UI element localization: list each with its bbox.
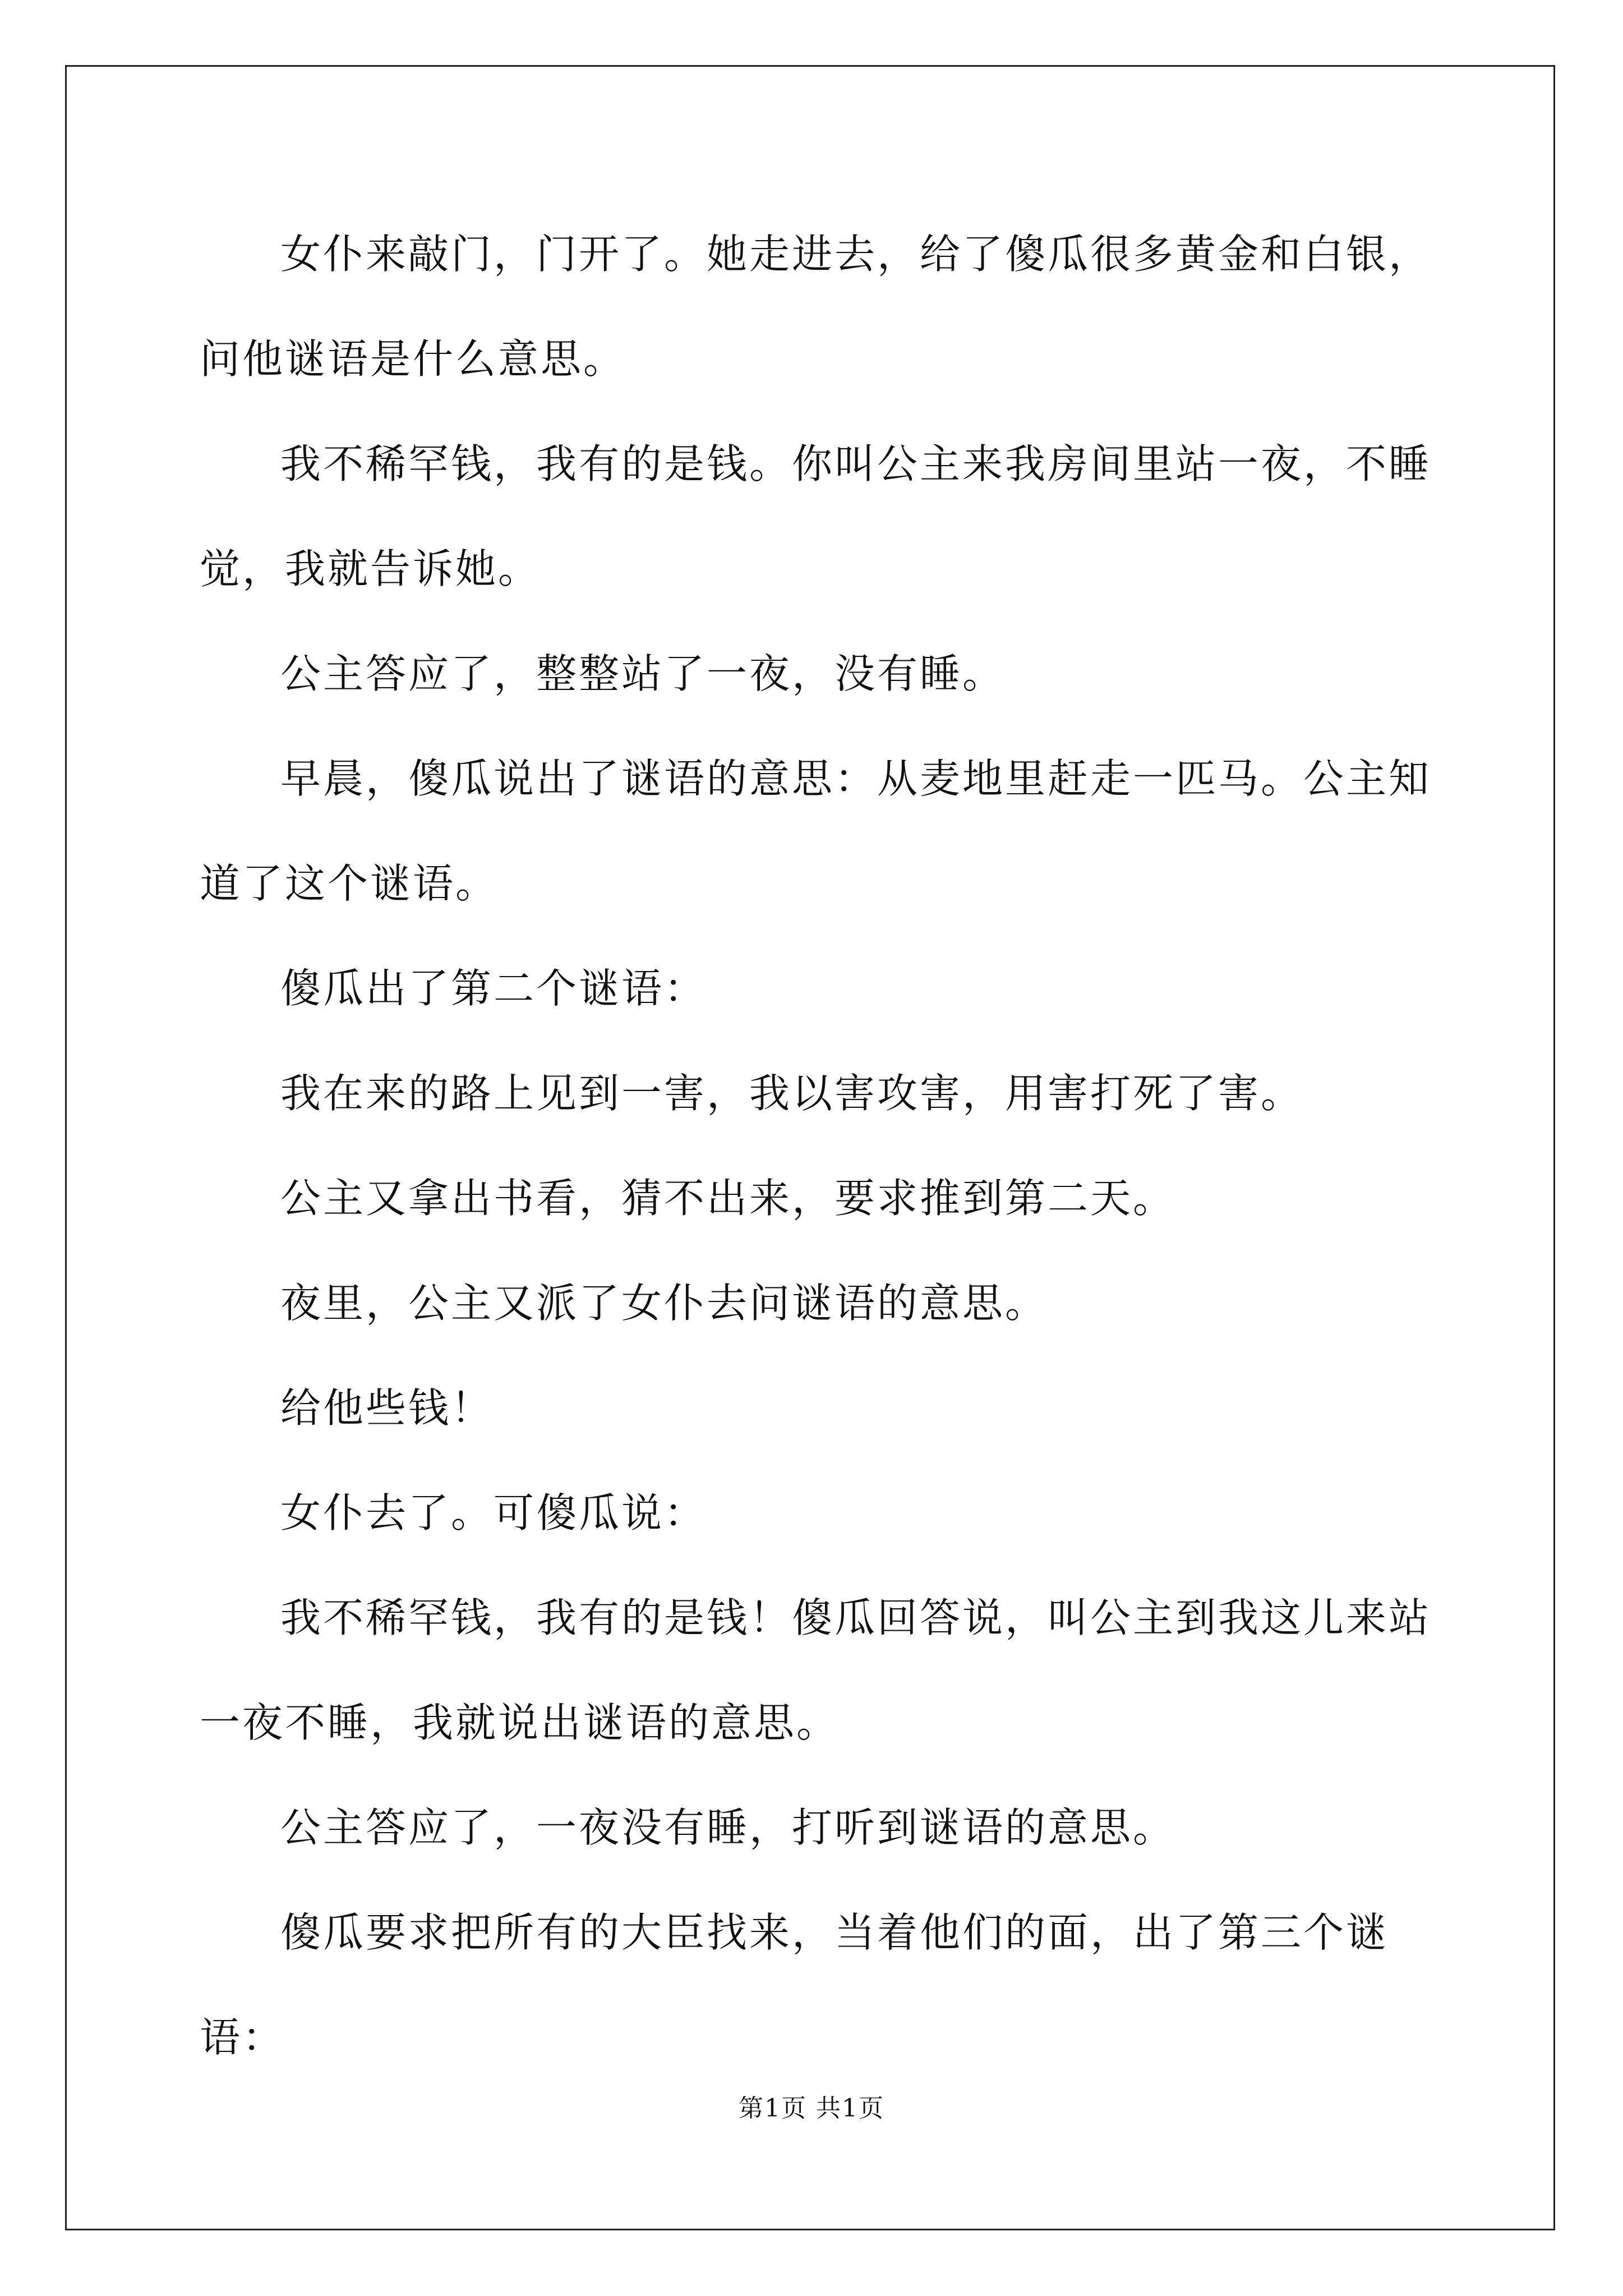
paragraph: 女仆去了。可傻瓜说： xyxy=(280,1489,707,1536)
paragraph: 我在来的路上见到一害，我以害攻害，用害打死了害。 xyxy=(280,1070,1304,1117)
paragraph: 公主答应了，整整站了一夜，没有睡。 xyxy=(280,650,1006,697)
paragraph: 早晨，傻瓜说出了谜语的意思：从麦地里赶走一匹马。公主知道了这个谜语。 xyxy=(200,755,1432,907)
paragraph: 公主又拿出书看，猜不出来，要求推到第二天。 xyxy=(280,1175,1176,1222)
paragraph: 傻瓜要求把所有的大臣找来，当着他们的面，出了第三个谜语： xyxy=(200,1909,1389,2061)
page-number-footer: 第1页 共1页 xyxy=(739,2094,884,2123)
paragraph: 夜里，公主又派了女仆去问谜语的意思。 xyxy=(280,1280,1048,1327)
paragraph: 给他些钱！ xyxy=(280,1384,494,1432)
paragraph: 公主答应了，一夜没有睡，打听到谜语的意思。 xyxy=(280,1804,1176,1851)
paragraph: 傻瓜出了第二个谜语： xyxy=(280,965,707,1012)
paragraph: 我不稀罕钱，我有的是钱！傻瓜回答说，叫公主到我这儿来站一夜不睡，我就说出谜语的意思。 xyxy=(200,1594,1432,1746)
paragraph: 女仆来敲门，门开了。她走进去，给了傻瓜很多黄金和白银，问他谜语是什么意思。 xyxy=(200,231,1432,383)
document-body xyxy=(200,202,1467,2090)
paragraph: 我不稀罕钱，我有的是钱。你叫公主来我房间里站一夜，不睡觉，我就告诉她。 xyxy=(200,440,1432,592)
